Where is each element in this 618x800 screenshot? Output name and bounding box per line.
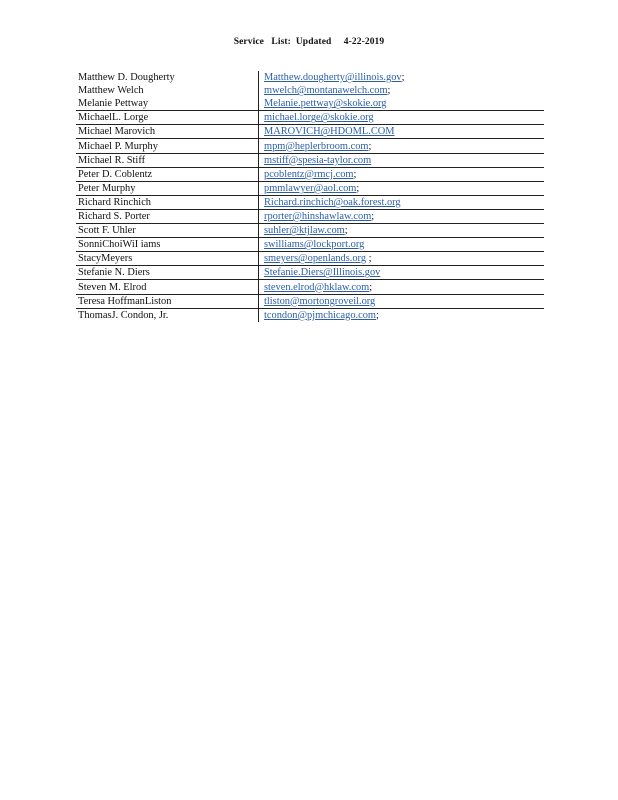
contact-email-cell [259, 280, 545, 294]
service-list-row [76, 181, 544, 195]
contact-email-link[interactable]: Matthew.dougherty@illinois.gov [264, 72, 402, 84]
contact-name: ThomasJ. Condon, Jr. [78, 309, 169, 321]
contact-name: Scott F. Uhler [76, 224, 259, 238]
contact-email-link[interactable]: Melanie.pettway@skokie.org [264, 98, 387, 110]
contact-name: Steven M. Elrod [76, 280, 259, 294]
contact-name: Richard S. Porter [76, 209, 259, 223]
service-list-row [76, 280, 544, 294]
service-list-row [76, 97, 544, 111]
service-list-row [76, 125, 544, 139]
service-list-table [76, 71, 544, 322]
contact-email-cell [259, 195, 545, 209]
contact-name: Stefanie N. Diers [76, 266, 259, 280]
contact-email-link[interactable]: smeyers@openlands.org [264, 253, 367, 265]
contact-email-link[interactable]: pcoblentz@rmcj.com [264, 168, 354, 180]
service-list-row [76, 71, 544, 84]
contact-name: Michael P. Murphy [76, 139, 259, 153]
contact-email-link[interactable]: tcondon@pjmchicago.com [264, 309, 377, 321]
contact-email-link[interactable]: mpm@heplerbroom.com [264, 140, 369, 152]
contact-email-link[interactable]: pmmlawyer@aol.com [264, 182, 357, 194]
service-list-row [76, 238, 544, 252]
contact-email-link[interactable]: tliston@mortongroveil.org [264, 295, 376, 307]
email-separator: ; [376, 309, 379, 321]
service-list-body [76, 71, 544, 322]
contact-email-cell [259, 167, 545, 181]
contact-email-cell [259, 139, 545, 153]
contact-email-cell [259, 181, 545, 195]
contact-email-cell [259, 238, 545, 252]
contact-email-cell [259, 84, 545, 97]
contact-name: Richard Rinchich [76, 195, 259, 209]
email-separator: ; [387, 85, 391, 97]
contact-name: Michael Marovich [76, 125, 259, 139]
contact-email-cell [259, 252, 545, 266]
contact-email-link[interactable]: swilliams@lockport.org [264, 239, 365, 251]
contact-email-cell [259, 97, 545, 111]
contact-name: Matthew D. Dougherty [78, 72, 175, 84]
email-separator: ; [368, 140, 372, 152]
contact-name: Peter Murphy [76, 181, 259, 195]
service-list-row [76, 224, 544, 238]
email-separator: ; [366, 253, 372, 265]
service-list-row [76, 195, 544, 209]
contact-email-cell [259, 153, 545, 167]
contact-name: MichaelL. Lorge [76, 111, 259, 125]
contact-email-link[interactable]: michael.lorge@skokie.org [264, 112, 374, 124]
contact-email-cell [259, 294, 545, 308]
contact-name: Melanie Pettway [76, 97, 259, 111]
contact-email-link[interactable]: MAROVICH@HDOML.COM [264, 126, 395, 138]
email-separator: ; [344, 225, 348, 237]
contact-name: Peter D. Coblentz [76, 167, 259, 181]
contact-email-link[interactable]: mstiff@spesia-taylor.com [264, 154, 372, 166]
contact-email-link[interactable]: mwelch@montanawelch.com [264, 85, 388, 97]
service-list-row [76, 153, 544, 167]
service-list-row [76, 111, 544, 125]
contact-email-cell [259, 209, 545, 223]
contact-email-link[interactable]: Stefanie.Diers@Illinois.gov [264, 267, 381, 279]
contact-email-link[interactable]: rporter@hinshawlaw.com [264, 211, 372, 223]
email-separator: ; [401, 72, 405, 84]
service-list-row [76, 266, 544, 280]
contact-email-link[interactable]: steven.elrod@hklaw.com [264, 281, 370, 293]
email-separator: ; [371, 211, 375, 223]
contact-email-cell [259, 224, 545, 238]
service-list-row [76, 139, 544, 153]
service-list-row [76, 252, 544, 266]
contact-email-cell [259, 266, 545, 280]
email-separator: ; [353, 168, 357, 180]
service-list-row [76, 294, 544, 308]
contact-name: Michael R. Stiff [76, 153, 259, 167]
contact-email-cell [259, 71, 545, 84]
contact-email-link[interactable]: Richard.rinchich@oak.forest.org [264, 196, 401, 208]
email-separator: ; [369, 281, 373, 293]
contact-email-link[interactable]: suhler@ktjlaw.com [264, 225, 345, 237]
service-list-row [76, 167, 544, 181]
contact-name: Matthew Welch [78, 85, 144, 97]
page-title: Service List: Updated 4-22-2019 [233, 37, 385, 47]
contact-name: SonniChoiWiI iams [76, 238, 259, 252]
contact-email-cell [259, 111, 545, 125]
email-separator: ; [356, 182, 360, 194]
service-list-row [76, 209, 544, 223]
service-list-row [76, 308, 544, 322]
contact-email-cell [259, 125, 545, 139]
contact-name: Teresa HoffmanListon [76, 294, 259, 308]
contact-email-cell [259, 308, 545, 322]
contact-name: StacyMeyers [76, 252, 259, 266]
service-list-row [76, 84, 544, 97]
